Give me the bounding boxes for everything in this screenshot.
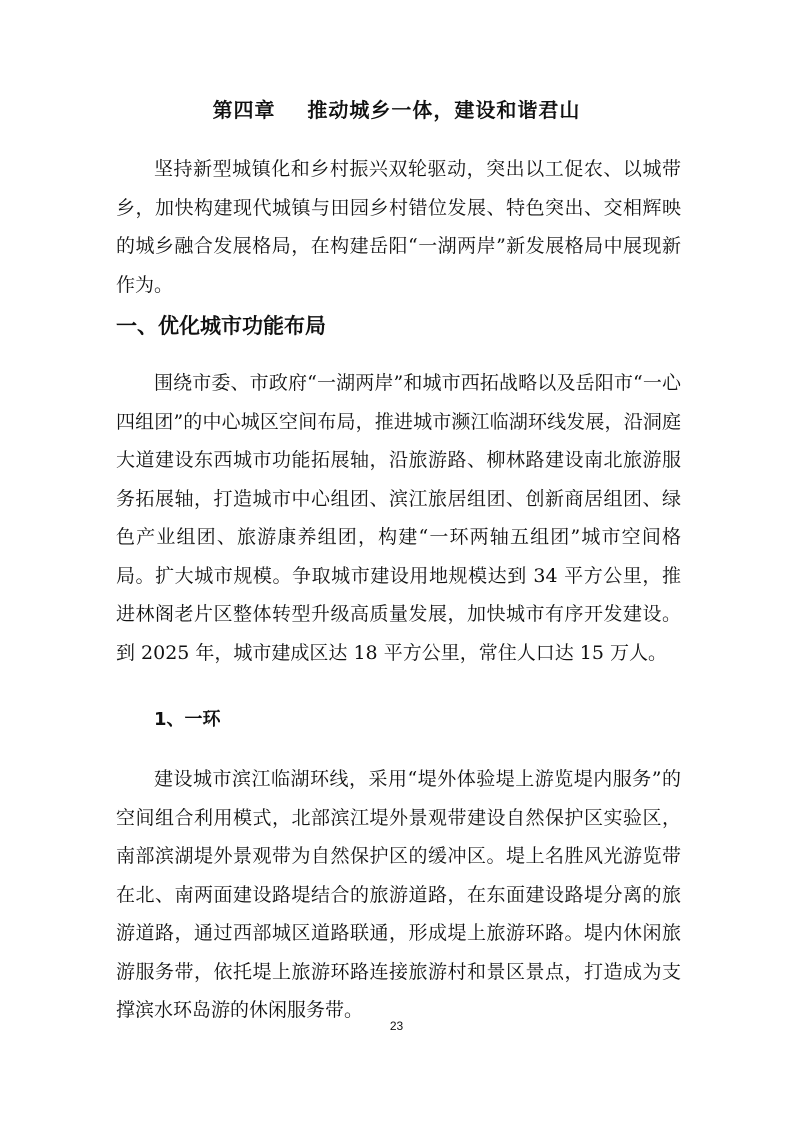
chapter-title: 第四章 推动城乡一体，建设和谐君山 xyxy=(212,98,581,122)
intro-paragraph: 坚持新型城镇化和乡村振兴双轮驱动，突出以工促农、以城带乡，加快构建现代城镇与田园乡村错位发展、特色突出、交相辉映的城乡融合发展格局，在构建岳阳“一湖两岸”新发展格局中展现新作为。 xyxy=(116,158,681,296)
section-heading: 一、优化城市功能布局 xyxy=(116,314,326,338)
subsection-paragraph: 建设城市滨江临湖环线，采用“堤外体验堤上游览堤内服务”的空间组合利用模式，北部滨江堤外景观带建设自然保护区实验区，南部滨湖堤外景观带为自然保护区的缓冲区。堤上名胜风光游览带在北、南两面建设路堤结合的旅游道路，在东面建设路堤分离的旅游道路，通过西部城区道路联通，形成堤上旅游环路。堤内休闲旅游服务带，依托堤上旅游环路连接旅游村和景区景点，打造成为支撑滨水环岛游的休闲服务带。 xyxy=(116,768,681,1021)
page-number: 23 xyxy=(389,1019,404,1033)
subsection-heading: 1、一环 xyxy=(154,709,221,730)
section-paragraph: 围绕市委、市政府“一湖两岸”和城市西拓战略以及岳阳市“一心四组团”的中心城区空间布局，推进城市濒江临湖环线发展，沿洞庭大道建设东西城市功能拓展轴，沿旅游路、柳林路建设南北旅游服务拓展轴，打造城市中心组团、滨江旅居组团、创新商居组团、绿色产业组团、旅游康养组团，构建“一环两轴五组团”城市空间格局。扩大城市规模。争取城市建设用地规模达到 34 平方公里，推进林阁老片区整体转型升级高质量发展，加快城市有序开发建设。到 2025 年，城市建成区达 18 平方公里，常住人口达 15 万人。 xyxy=(116,372,681,664)
